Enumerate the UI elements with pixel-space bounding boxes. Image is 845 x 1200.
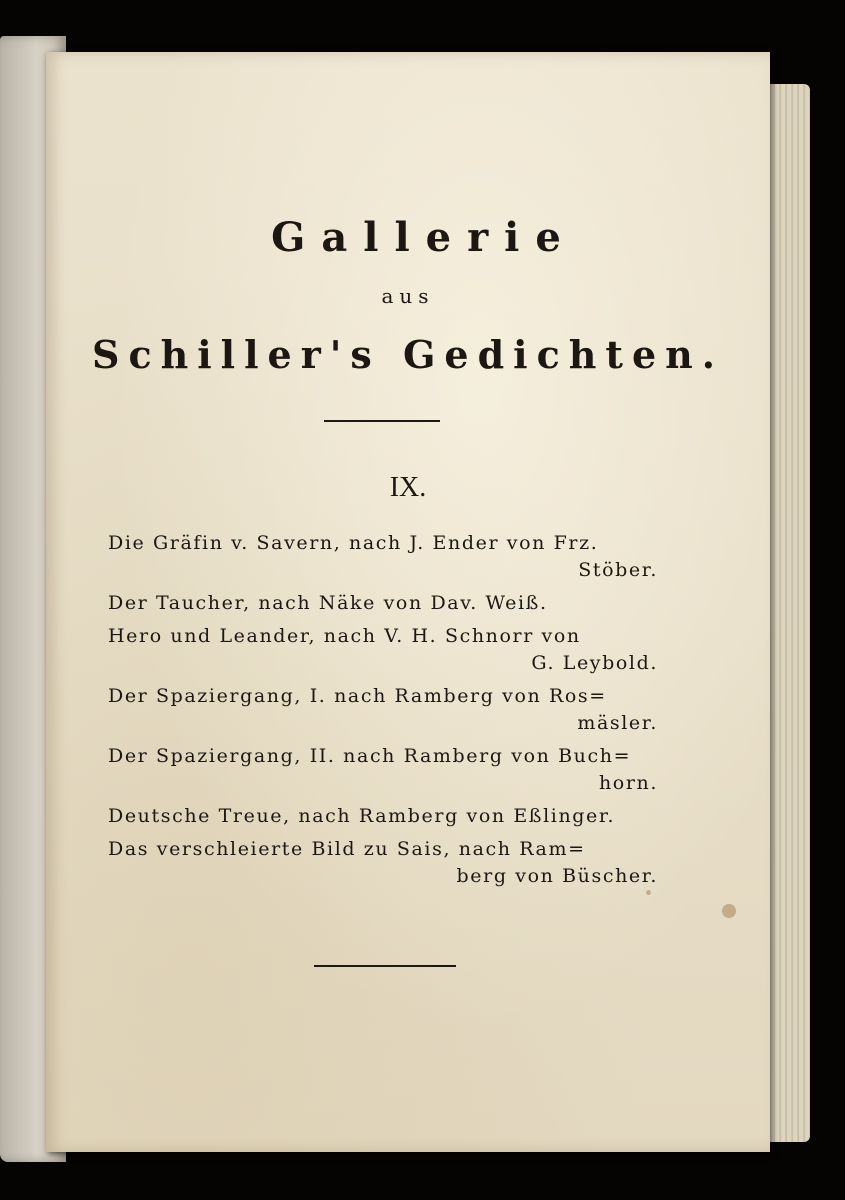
page-subtitle: Schiller's Gedichten.	[92, 332, 724, 377]
entry-text: Das verschleierte Bild zu Sais, nach Ram=	[108, 838, 586, 860]
contents-list	[108, 530, 658, 896]
volume-number: IX.	[389, 472, 427, 503]
list-item	[108, 590, 658, 617]
entry-text: Deutsche Treue, nach Ramberg von Eßlinger.	[108, 805, 616, 827]
entry-continuation: mäsler.	[577, 712, 658, 734]
book-page	[46, 52, 770, 1152]
entry-continuation: berg von Büscher.	[456, 865, 658, 887]
entry-text: Der Spaziergang, II. nach Ramberg von Buch=	[108, 745, 632, 767]
list-item	[108, 623, 658, 677]
list-item	[108, 836, 658, 890]
divider-rule	[324, 420, 440, 422]
divider-rule	[314, 965, 456, 967]
list-item	[108, 803, 658, 830]
title-connector: aus	[381, 284, 435, 308]
list-item	[108, 743, 658, 797]
list-item	[108, 530, 658, 584]
entry-text: Hero und Leander, nach V. H. Schnorr von	[108, 625, 581, 647]
foxing-spot	[722, 904, 736, 918]
list-item	[108, 683, 658, 737]
page-title: Gallerie	[271, 214, 577, 261]
entry-continuation: G. Leybold.	[531, 652, 658, 674]
entry-text: Der Taucher, nach Näke von Dav. Weiß.	[108, 592, 548, 614]
entry-text: Die Gräfin v. Savern, nach J. Ender von Frz.	[108, 532, 599, 554]
entry-text: Der Spaziergang, I. nach Ramberg von Ros=	[108, 685, 607, 707]
entry-continuation: horn.	[598, 772, 658, 794]
entry-continuation: Stöber.	[578, 559, 658, 581]
